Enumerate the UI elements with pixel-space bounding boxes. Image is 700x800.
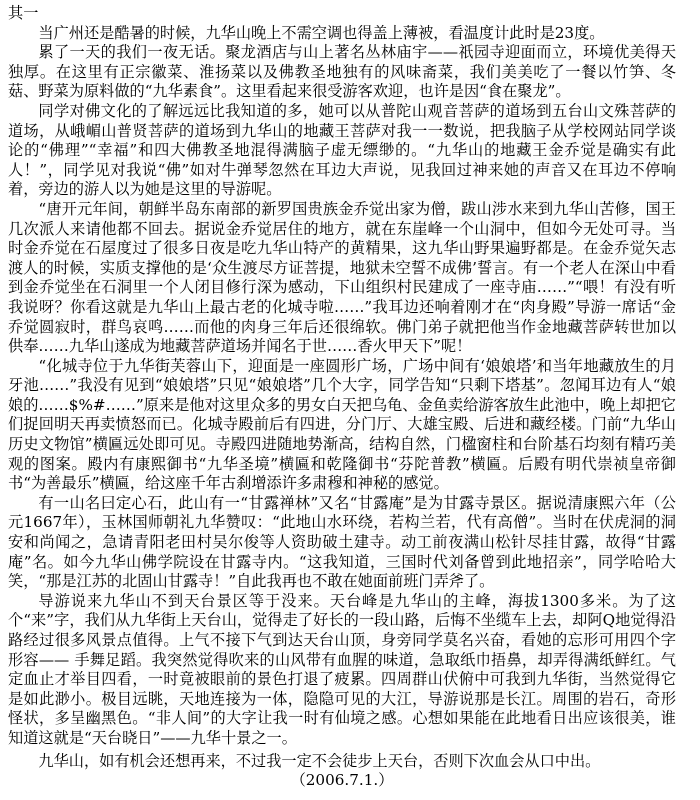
closing-line: 九华山，如有机会还想再来，不过我一定不会徒步上天台，否则下次血会从口中出。 xyxy=(38,751,601,770)
article-date: （2006.7.1.） xyxy=(290,771,394,790)
paragraph-7: 导游说来九华山不到天台景区等于没来。天台峰是九华山的主峰，海拔1300多米。为了这个“来”字，我们从九华街上天台山，觉得走了好长的一段山路，后悔不坐缆车上去，却阿Q地觉得沿路经过很多风景点值得。上气不接下气到达天台山顶，身旁同学莫名兴奋，看她的忘形可用四个字形容—— 手舞足蹈。我突然觉得吹来的山风带有血腥的味道，急取纸巾捂鼻，却弄得满纸鲜红。气定血止才举目四看，一时竟被眼前的景色打退了疲累。四周群山伏俯中可我到九华街，当然觉得它是如此渺小。极目远眺，天地连接为一体，隐隐可见的大江，导游说那是长江。周围的岩石，奇形怪状，多呈幽黑色。“非人间”的大字让我一时有仙境之感。心想如果能在此地看日出应该很美，谁知道这就是“天台晓日”——九华十景之一。 xyxy=(8,591,676,747)
paragraph-1: 当广州还是酷暑的时候，九华山晚上不需空调也得盖上薄被，看温度计此时是23度。 xyxy=(38,23,605,42)
paragraph-2: 累了一天的我们一夜无话。聚龙酒店与山上著名丛林庙宇——祇园寺迎面而立，环境优美得天独厚。在这里有正宗徽菜、淮扬菜以及佛教圣地独有的风味斋菜，我们美美吃了一餐以竹笋、冬菇、野菜为原料做的“九华素食”。这里看起来很受游客欢迎，也许是因“食在聚龙”。 xyxy=(8,43,676,101)
article-heading: 其一 xyxy=(8,4,39,22)
paragraph-5: “化城寺位于九华街芙蓉山下，迎面是一座圆形广场，广场中间有‘娘娘塔’和当年地藏放生的月牙池……”我没有见到“娘娘塔”只见“娘娘塔”几个大字，同学告知“只剩下塔基”。忽闻耳边有人“娘娘的……$%#……”原来是他对这里众多的男女白天把乌龟、金鱼卖给游客放生此池中，晚上却把它们捉回明天再卖愤怒而已。化城寺殿前后有四进，分门厅、大雄宝殿、后进和藏经楼。门前“九华山历史文物馆”横匾远处即可见。寺殿四进随地势渐高，结构自然，门楹窗柱和台阶基石均刻有精巧美观的图案。殿内有康熙御书“九华圣境”横匾和乾隆御书“芬陀普教”横匾。后殿有明代崇祯皇帝御书“为善最乐”横匾，给这座千年古刹增添许多肃穆和神秘的感觉。 xyxy=(8,356,676,493)
paragraph-4: “唐开元年间，朝鲜半岛东南部的新罗国贵族金乔觉出家为僧，跋山涉水来到九华山苦修，国王几次派人来请他都不回去。据说金乔觉居住的地方，就在东崖峰一个山洞中，但如今无处可寻。当时金乔觉在石屋度过了很多日夜是吃九华山特产的黄精果，这九华山野果遍野都是。在金乔觉矢志渡人的时候，实质支撑他的是‘众生渡尽方证菩提，地狱未空誓不成佛’誓言。有一个老人在深山中看到金乔觉坐在石洞里一个人闭目修行深为感动，下山组织村民建成了一座寺庙……”“喂！有没有听我说呀？你看这就是九华山上最古老的化城寺啦……”我耳边还响着刚才在“肉身殿”导游一席话“金乔觉圆寂时，群鸟哀鸣……而他的肉身三年后还很绵软。佛门弟子就把他当作金地藏菩萨转世加以供奉……九华山遂成为地藏菩萨道场并闻名于世……香火甲天下”呢！ xyxy=(8,199,676,356)
paragraph-6: 有一山名曰定心石，此山有一“甘露禅林”又名“甘露庵”是为甘露寺景区。据说清康熙六年（公元1667年），玉林国师朝礼九华赞叹：“此地山水环绕，若构兰若，代有高僧”。当时在伏虎洞的洞安和尚闻之，急请青阳老田村吴尔俊等人资助破土建寺。动工前夜满山松针尽挂甘露，故得“甘露庵”名。如今九华山佛学院设在甘露寺内。“这我知道，三国时代刘备曾到此地招亲”，同学哈哈大笑，“那是江苏的北固山甘露寺！”自此我再也不敢在她面前班门弄斧了。 xyxy=(8,493,676,591)
paragraph-3: 同学对佛文化的了解远远比我知道的多，她可以从普陀山观音菩萨的道场到五台山文殊菩萨的道场，从峨嵋山普贤菩萨的道场到九华山的地藏王菩萨对我一一数说，把我脑子从学校网站同学谈论的“佛理”“幸福”和四大佛教圣地混得满脑子虚无缥缈的。“九华山的地藏王金乔觉是确实有此人！”，同学见对我说“佛”如对牛弹琴忽然在耳边大声说，见我回过神来她的声音又在耳边不停响着，旁边的游人以为她是这里的导游呢。 xyxy=(8,101,676,199)
